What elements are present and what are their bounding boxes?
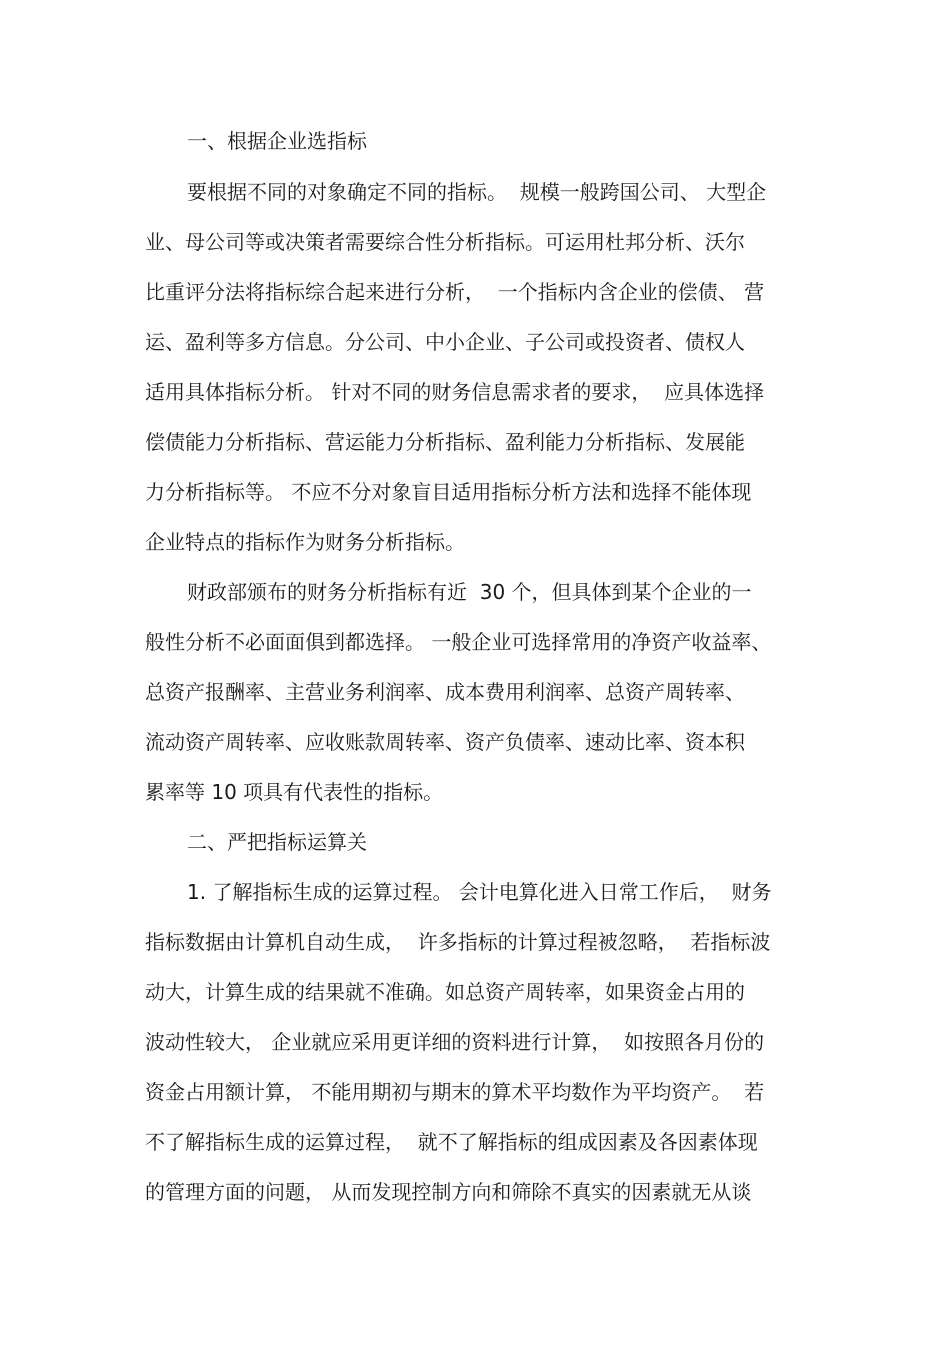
paragraph-line: 力分析指标等。 不应不分对象盲目适用指标分析方法和选择不能体现: [145, 480, 752, 504]
paragraph-line: 偿债能力分析指标、营运能力分析指标、盈利能力分析指标、发展能: [145, 430, 745, 454]
section-heading-1: 一、根据企业选指标: [187, 129, 367, 153]
paragraph-line: 1. 了解指标生成的运算过程。 会计电算化进入日常工作后， 财务: [187, 880, 772, 904]
paragraph-line: 运、盈利等多方信息。分公司、中小企业、子公司或投资者、债权人: [145, 330, 745, 354]
paragraph-line: 流动资产周转率、应收账款周转率、资产负债率、速动比率、资本积: [145, 730, 745, 754]
paragraph-line: 适用具体指标分析。 针对不同的财务信息需求者的要求， 应具体选择: [145, 380, 765, 404]
paragraph-line: 的管理方面的问题， 从而发现控制方向和筛除不真实的因素就无从谈: [145, 1180, 752, 1204]
paragraph-line: 要根据不同的对象确定不同的指标。 规模一般跨国公司、 大型企: [187, 180, 767, 204]
paragraph-line: 资金占用额计算， 不能用期初与期末的算术平均数作为平均资产。 若: [145, 1080, 765, 1104]
paragraph-line: 比重评分法将指标综合起来进行分析， 一个指标内含企业的偿债、 营: [145, 280, 765, 304]
paragraph-line: 指标数据由计算机自动生成， 许多指标的计算过程被忽略， 若指标波: [145, 930, 771, 954]
paragraph-line: 业、母公司等或决策者需要综合性分析指标。可运用杜邦分析、沃尔: [145, 230, 745, 254]
paragraph-line: 企业特点的指标作为财务分析指标。: [145, 530, 465, 554]
paragraph-line: 总资产报酬率、主营业务利润率、成本费用利润率、总资产周转率、: [145, 680, 745, 704]
paragraph-line: 累率等 10 项具有代表性的指标。: [145, 780, 444, 804]
paragraph-line: 波动性较大， 企业就应采用更详细的资料进行计算， 如按照各月份的: [145, 1030, 765, 1054]
paragraph-line: 动大，计算生成的结果就不准确。如总资产周转率，如果资金占用的: [145, 980, 745, 1004]
paragraph-line: 不了解指标生成的运算过程， 就不了解指标的组成因素及各因素体现: [145, 1130, 758, 1154]
section-heading-2: 二、严把指标运算关: [187, 830, 367, 854]
paragraph-line: 般性分析不必面面俱到都选择。 一般企业可选择常用的净资产收益率、: [145, 630, 772, 654]
paragraph-line: 财政部颁布的财务分析指标有近 30 个，但具体到某个企业的一: [187, 580, 752, 604]
